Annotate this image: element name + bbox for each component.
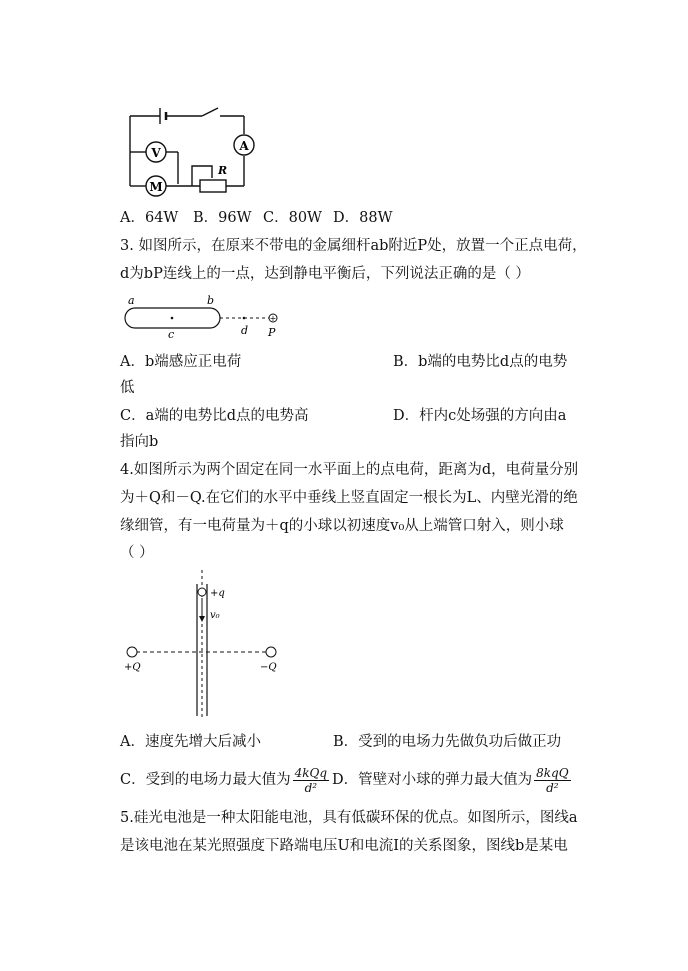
label-b: b: [207, 294, 215, 307]
resistor-label: R: [218, 164, 228, 177]
q4-option-d-denominator: d²: [546, 780, 559, 795]
q3-stem-line1: 3. 如图所示，在原来不带电的金属细杆ab附近P处，放置一个正点电荷，: [120, 238, 587, 254]
q2-option-b: B．96W: [193, 210, 252, 226]
q3-option-b-cont: 低: [120, 380, 135, 396]
label-plus-Q: +Q: [124, 662, 141, 673]
q4-option-b: B．受到的电场力先做负功后做正功: [333, 734, 562, 750]
q2-option-c: C．80W: [263, 210, 322, 226]
metal-rod-figure: [120, 292, 290, 342]
charge-plus-Q-icon: [127, 647, 137, 657]
label-d: d: [241, 324, 249, 337]
q4-option-c-numerator: 4kQq: [294, 765, 328, 780]
voltmeter-label: V: [151, 146, 161, 160]
q4-option-d: [332, 760, 573, 800]
q5-stem-line1: 5.硅光电池是一种太阳能电池，具有低碳环保的优点。如图所示，图线a: [120, 810, 578, 826]
q5-stem-line2: 是该电池在某光照强度下路端电压U和电流I的关系图象，图线b是某电: [120, 838, 568, 854]
label-v0: v₀: [210, 610, 220, 621]
q4-option-d-numerator: 8kqQ: [536, 765, 569, 780]
q4-stem-line4: （ ）: [120, 545, 154, 561]
q4-option-c-denominator: d²: [304, 780, 318, 795]
q3-option-d: D．杆内c处场强的方向由a: [393, 408, 567, 424]
q4-stem-line3: 缘细管，有一电荷量为＋q的小球以初速度v₀从上端管口射入，则小球: [120, 518, 564, 534]
q4-option-d-text: D．管壁对小球的弹力最大值为: [332, 772, 533, 788]
q3-option-b: B．b端的电势比d点的电势: [393, 354, 568, 370]
charge-minus-Q-icon: [266, 647, 276, 657]
q4-option-a: A．速度先增大后减小: [120, 734, 261, 750]
q3-option-d-cont: 指向b: [120, 434, 159, 450]
motor-label: M: [149, 180, 163, 194]
ball-icon: [198, 588, 206, 596]
label-minus-Q: −Q: [260, 662, 277, 673]
q4-option-c: [120, 760, 331, 800]
q4-option-d-fraction: [534, 766, 570, 795]
q4-option-c-fraction: [293, 766, 329, 795]
q4-stem-line2: 为＋Q和－Q.在它们的水平中垂线上竖直固定一根长为L、内壁光滑的绝: [120, 490, 578, 506]
q4-option-c-text: C．受到的电场力最大值为: [120, 772, 291, 788]
label-plus-q: +q: [210, 588, 225, 599]
q2-option-d: D．88W: [333, 210, 393, 226]
ammeter-label: A: [239, 139, 249, 153]
q4-stem-line1: 4.如图所示为两个固定在同一水平面上的点电荷，距离为d，电荷量分别: [120, 462, 579, 478]
q3-option-a: A．b端感应正电荷: [120, 354, 242, 370]
label-a: a: [128, 294, 135, 307]
q2-option-a: A．64W: [120, 210, 179, 226]
svg-text:+: +: [269, 314, 277, 323]
q3-stem-line2: d为bP连线上的一点，达到静电平衡后，下列说法正确的是（ ）: [120, 266, 530, 282]
q3-option-c: C．a端的电势比d点的电势高: [120, 408, 309, 424]
charged-tube-figure: [118, 566, 288, 724]
label-c: c: [168, 328, 175, 341]
label-P: P: [268, 326, 276, 339]
circuit-diagram: [122, 100, 272, 200]
